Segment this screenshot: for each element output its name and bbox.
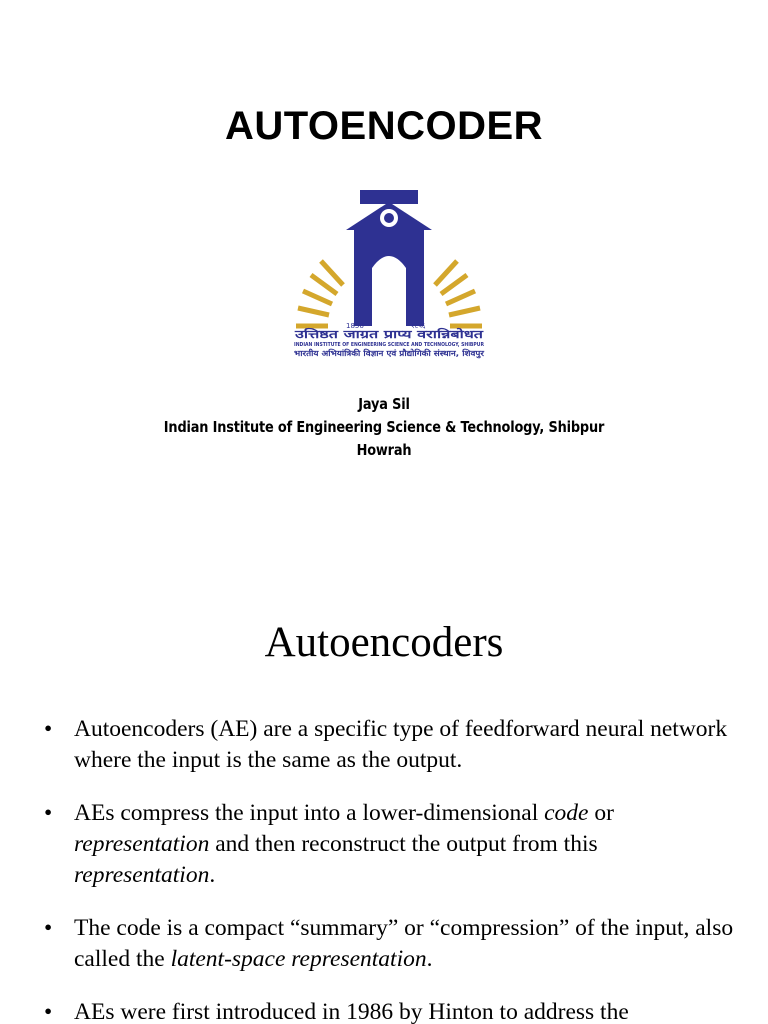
- bullet-text: .: [209, 862, 216, 888]
- bullet-text: The code is a compact “summary” or “compression” of the input, also called the: [74, 915, 734, 972]
- bullet-text: .: [426, 946, 433, 972]
- author-block: [54, 393, 714, 462]
- bullet-term: representation: [74, 831, 210, 857]
- logo-institute-hindi: भारतीय अभियांत्रिकी विज्ञान एवं प्रौद्योगिकी संस्थान, शिवपुर: [294, 349, 467, 358]
- logo-year-left: 1856: [346, 322, 364, 330]
- bullet-term: code: [544, 800, 589, 826]
- author-name: Jaya Sil: [358, 395, 410, 413]
- bullet-text: Autoencoders (AE) are a specific type of feedforward neural network where the input is the same as the output.: [74, 716, 728, 773]
- bullet-text: AEs compress the input into a lower-dimensional: [74, 800, 545, 826]
- logo-year-right: १८५६: [411, 322, 426, 330]
- bullet-term: representation: [74, 862, 210, 888]
- author-city: Howrah: [356, 441, 412, 459]
- bullet-item: [44, 997, 734, 1024]
- logo-tower: [346, 190, 432, 326]
- logo-motto: उत्तिष्ठत जाग्रत प्राप्य वरान्निबोधत: [295, 328, 423, 341]
- bullet-term: latent-space representation: [170, 946, 427, 972]
- bullet-item: [44, 714, 734, 776]
- bullet-text: AEs were first introduced in 1986 by Hinton to address the: [74, 999, 629, 1024]
- logo-rays: [296, 261, 482, 326]
- institute-logo: [288, 186, 490, 366]
- slide-title: AUTOENCODER: [224, 104, 544, 148]
- bullet-item: [44, 913, 734, 975]
- logo-institute-english: INDIAN INSTITUTE OF ENGINEERING SCIENCE AND TECHNOLOGY, SHIBPUR: [294, 342, 485, 348]
- content-slide: [0, 576, 768, 1024]
- bullet-item: [44, 798, 734, 891]
- bullet-text: and then reconstruct the output from this: [209, 831, 598, 857]
- bullet-text: or: [588, 800, 614, 826]
- author-affiliation: Indian Institute of Engineering Science & Technology, Shibpur: [163, 418, 605, 436]
- slide-heading: Autoencoders: [264, 619, 504, 666]
- bullet-list: [44, 714, 734, 1024]
